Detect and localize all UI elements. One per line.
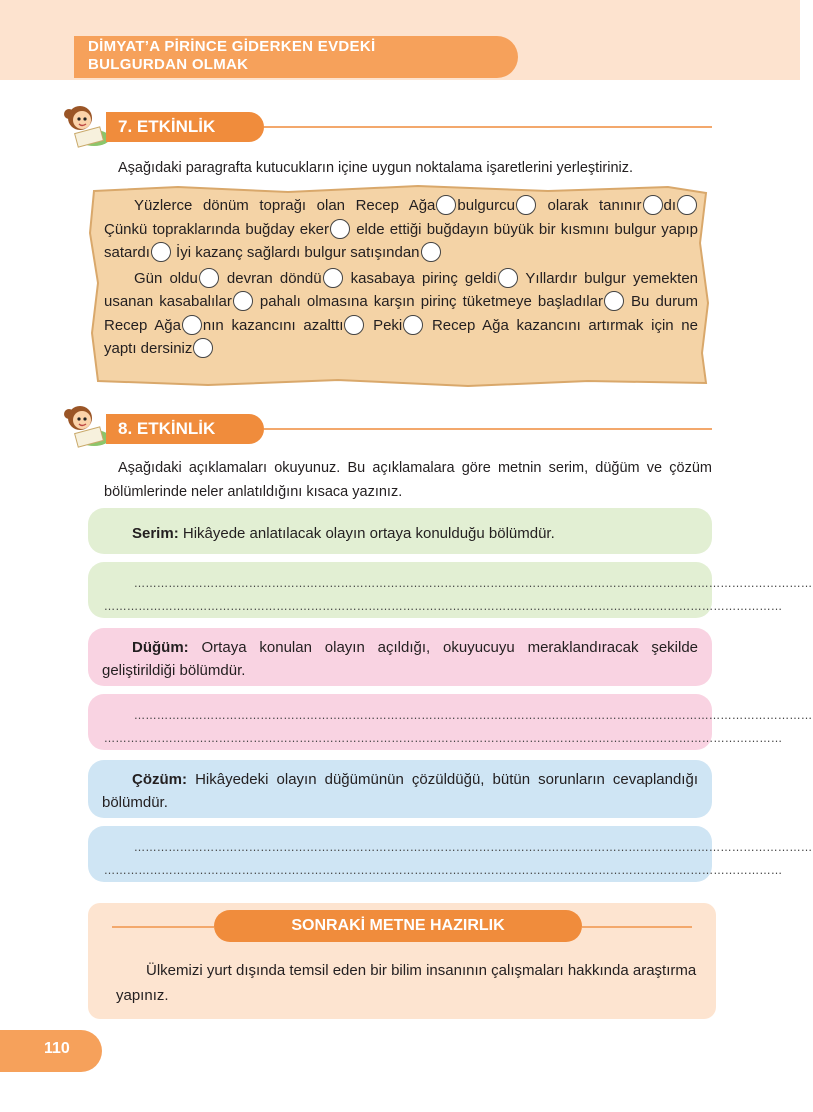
punctuation-circle[interactable] [421,242,441,262]
unit-title [88,38,375,74]
dugum-answer-line-1[interactable]: …………………………………………………………………………………………………………………………………………………………… [134,709,813,722]
cozum-term: Çözüm: [132,771,187,788]
activity-7-rule [264,126,712,128]
text-segment: bulgurcu [457,197,515,214]
dugum-text: Ortaya konulan olayın açıldığı, okuyucuyu meraklandıracak şekilde geliştirildiği bölümdür. [102,639,699,679]
paragraph-1 [104,194,698,265]
punctuation-circle[interactable] [498,268,518,288]
text-segment: Recep Ağa kazancını artırmak için ne yaptı dersiniz [104,316,698,357]
punctuation-circle[interactable] [604,291,624,311]
prep-title: SONRAKİ METNE HAZIRLIK [214,910,582,942]
text-segment: Yüzlerce dönüm toprağı olan Recep Ağa [134,197,436,214]
punctuation-circle[interactable] [516,195,536,215]
serim-answer-line-2[interactable]: …………………………………………………………………………………………………………………………………………………………… [104,600,783,613]
text-segment: nın kazancını azalttı [202,316,344,334]
text-segment: Gün oldu [134,269,198,287]
punctuation-circle[interactable] [403,315,423,335]
punctuation-circle[interactable] [677,195,697,215]
unit-title-line-2: BULGURDAN OLMAK [88,56,249,73]
text-segment: kasabaya pirinç geldi [350,269,497,287]
serim-answer-line-1[interactable]: …………………………………………………………………………………………………………………………………………………………… [134,577,813,590]
unit-title-line-1: DİMYAT’A PİRİNCE GİDERKEN EVDEKİ [88,38,376,55]
text-segment: dı [663,197,677,214]
activity-8-label: 8. ETKİNLİK [106,414,264,444]
activity-7-paragraph [104,194,698,361]
dugum-definition [102,636,698,682]
page-number: 110 [44,1040,70,1057]
punctuation-circle[interactable] [193,338,213,358]
text-segment: olarak tanınır [547,197,642,214]
activity-8-instruction: Aşağıdaki açıklamaları okuyunuz. Bu açıklamalara göre metnin serim, düğüm ve çözüm bölümlerinde neler anlatıldığını kısaca yazınız. [104,460,712,500]
serim-definition-box [88,508,712,554]
text-segment: Peki [373,316,403,334]
punctuation-circle[interactable] [330,219,350,239]
activity-7-instruction: Aşağıdaki paragrafta kutucukların içine uygun noktalama işaretlerini yerleştiriniz. [118,160,634,176]
activity-8-rule [264,428,712,430]
punctuation-circle[interactable] [199,268,219,288]
cozum-text: Hikâyedeki olayın düğümünün çözüldüğü, bütün sorunların cevaplandığı bölümdür. [102,771,698,811]
text-segment: Bu durum Recep Ağa [104,293,698,334]
text-segment: Çünkü topraklarında buğday eker [104,220,329,238]
serim-definition [102,522,698,545]
prep-rule-left [112,926,214,928]
punctuation-circle[interactable] [151,242,171,262]
punctuation-circle[interactable] [643,195,663,215]
punctuation-circle[interactable] [323,268,343,288]
cozum-answer-line-1[interactable]: …………………………………………………………………………………………………………………………………………………………… [134,841,813,854]
cozum-definition-box [88,760,712,818]
paragraph-2 [104,267,698,361]
prep-rule-right [582,926,692,928]
text-segment: devran döndü [226,269,322,287]
activity-7-label: 7. ETKİNLİK [106,112,264,142]
punctuation-circle[interactable] [182,315,202,335]
cozum-definition [102,768,698,814]
dugum-answer-line-2[interactable]: …………………………………………………………………………………………………………………………………………………………… [104,732,783,745]
punctuation-circle[interactable] [233,291,253,311]
punctuation-circle[interactable] [436,195,456,215]
serim-term: Serim: [132,525,179,542]
text-segment: İyi kazanç sağlardı bulgur satışından [176,244,420,261]
text-segment: Yıllardır bulgur yemekten usanan kasabalılar [104,269,699,310]
dugum-term: Düğüm: [132,639,189,656]
text-segment: elde ettiği buğdayın büyük bir kısmını bulgur yapıp satardı [104,220,698,261]
text-segment: pahalı olmasına karşın pirinç tüketmeye başladılar [259,293,603,310]
serim-text: Hikâyede anlatılacak olayın ortaya konulduğu bölümdür. [182,525,555,542]
cozum-answer-line-2[interactable]: …………………………………………………………………………………………………………………………………………………………… [104,864,783,877]
punctuation-circle[interactable] [344,315,364,335]
dugum-definition-box [88,628,712,686]
prep-text: Ülkemizi yurt dışında temsil eden bir bilim insanının çalışmaları hakkında araştırma yapınız. [116,962,697,1004]
